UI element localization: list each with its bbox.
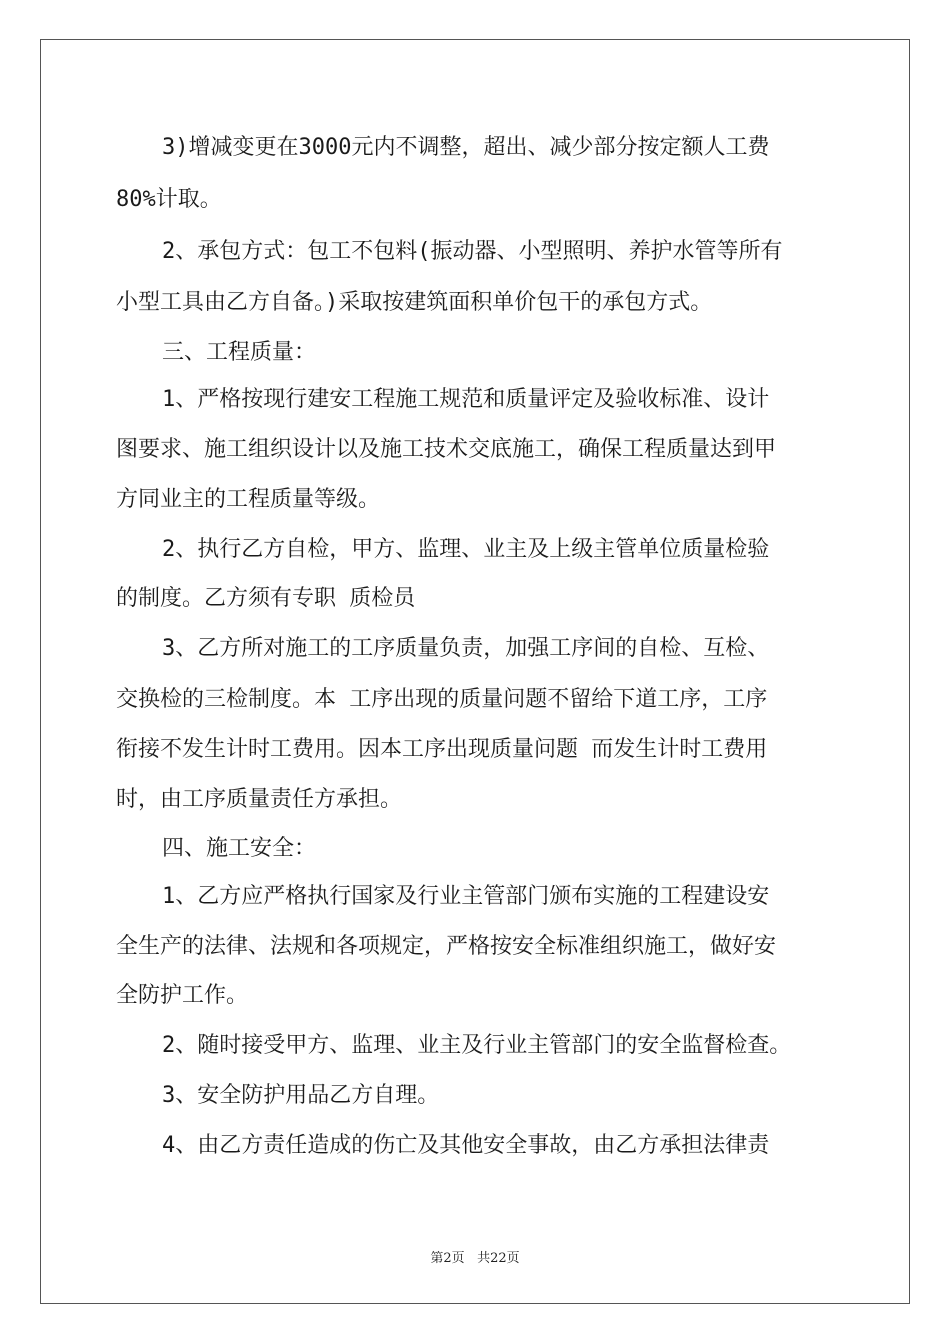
paragraph-line: 全生产的法律、法规和各项规定，严格按安全标准组织施工，做好安 <box>116 934 777 959</box>
paragraph-line: 4、由乙方责任造成的伤亡及其他安全事故，由乙方承担法律责 <box>162 1133 770 1158</box>
paragraph-line: 方同业主的工程质量等级。 <box>116 487 381 512</box>
paragraph-line: 2、随时接受甲方、监理、业主及行业主管部门的安全监督检查。 <box>162 1033 792 1058</box>
paragraph-line: 3)增减变更在3000元内不调整，超出、减少部分按定额人工费 <box>162 135 770 160</box>
paragraph-line: 衔接不发生计时工费用。因本工序出现质量问题 而发生计时工费用 <box>116 737 768 762</box>
page-number: 第2页 <box>430 1251 465 1266</box>
paragraph-line: 3、乙方所对施工的工序质量负责，加强工序间的自检、互检、 <box>162 636 770 661</box>
page-total: 共22页 <box>477 1251 520 1266</box>
paragraph-line: 2、承包方式：包工不包料(振动器、小型照明、养护水管等所有 <box>162 239 783 264</box>
paragraph-line: 2、执行乙方自检，甲方、监理、业主及上级主管单位质量检验 <box>162 537 770 562</box>
paragraph-line: 1、严格按现行建安工程施工规范和质量评定及验收标准、设计 <box>162 387 770 412</box>
paragraph-line: 时，由工序质量责任方承担。 <box>116 787 403 812</box>
paragraph-line: 1、乙方应严格执行国家及行业主管部门颁布实施的工程建设安 <box>162 884 770 909</box>
paragraph-line: 80%计取。 <box>116 187 222 212</box>
paragraph-line: 小型工具由乙方自备。)采取按建筑面积单价包干的承包方式。 <box>116 290 713 315</box>
page-footer <box>0 1247 950 1266</box>
paragraph-line: 的制度。乙方须有专职 质检员 <box>116 586 416 611</box>
section-heading: 四、施工安全： <box>162 836 317 861</box>
paragraph-line: 全防护工作。 <box>116 983 249 1008</box>
paragraph-line: 3、安全防护用品乙方自理。 <box>162 1083 440 1108</box>
page-border <box>40 39 910 1304</box>
paragraph-line: 交换检的三检制度。本 工序出现的质量问题不留给下道工序，工序 <box>116 687 768 712</box>
section-heading: 三、工程质量： <box>162 340 317 365</box>
paragraph-line: 图要求、施工组织设计以及施工技术交底施工，确保工程质量达到甲 <box>116 437 777 462</box>
